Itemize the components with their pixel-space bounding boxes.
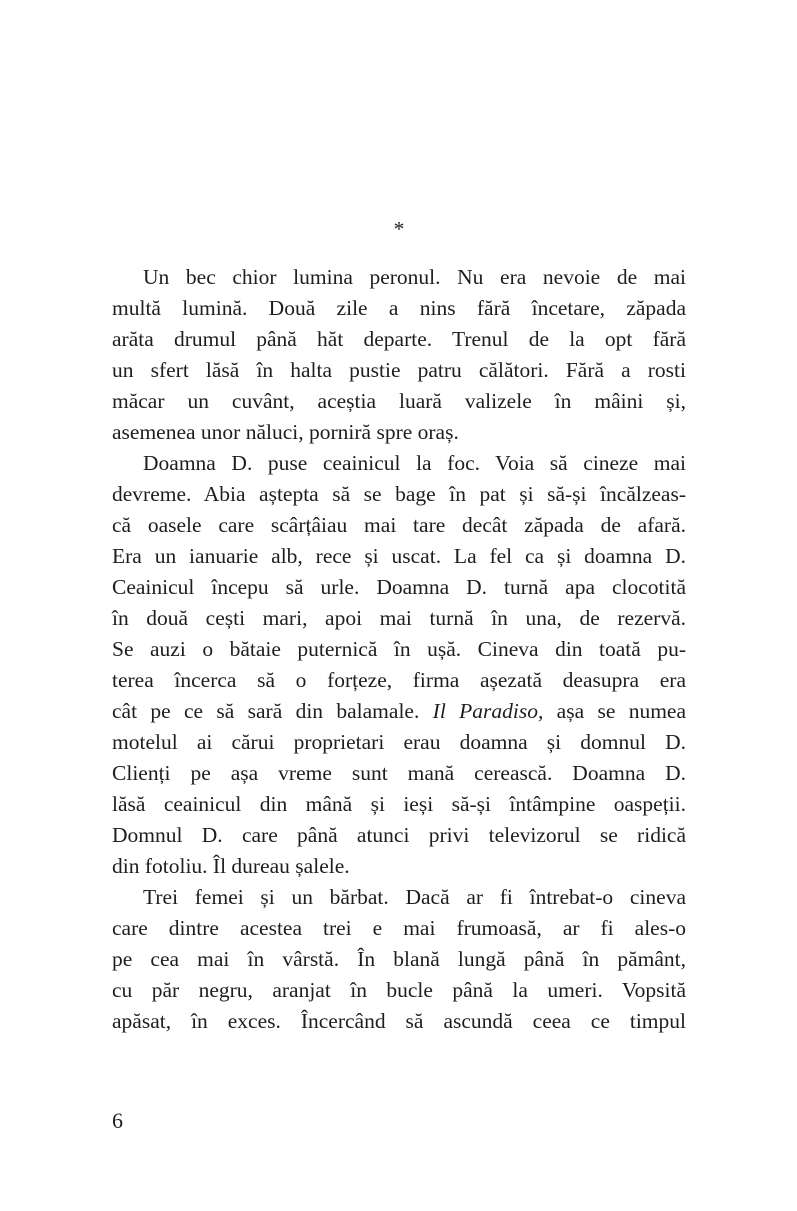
text-line [112,603,686,634]
text-segment: Era un ianuarie alb, rece și uscat. La fel ca și doamna D. [112,544,686,568]
paragraph [112,448,686,882]
text-segment: în două cești mari, apoi mai turnă în una, de rezervă. [112,606,686,630]
text-segment: cu păr negru, aranjat în bucle până la umeri. Vopsită [112,978,686,1002]
text-segment: care dintre acestea trei e mai frumoasă, ar fi ales-o [112,916,686,940]
text-segment: motelul ai cărui proprietari erau doamna și domnul D. [112,730,686,754]
text-line [112,572,686,603]
body-text [112,262,686,1037]
text-segment: cât pe ce să sară din balamale. [112,699,433,723]
paragraph [112,262,686,448]
text-line [112,541,686,572]
text-segment: asemenea unor năluci, porniră spre oraș. [112,420,459,444]
text-segment: lăsă ceainicul din mână și ieși să-și întâmpine oaspeții. [112,792,686,816]
page-number: 6 [112,1108,123,1133]
text-line [112,386,686,417]
text-line [112,882,686,913]
text-line [112,262,686,293]
text-line [112,820,686,851]
text-line [112,448,686,479]
text-segment: pe cea mai în vârstă. În blană lungă până în pământ, [112,947,686,971]
text-line [112,1006,686,1037]
text-line [112,665,686,696]
text-line [112,851,686,882]
text-line [112,634,686,665]
text-segment: terea încerca să o forțeze, firma așezată deasupra era [112,668,686,692]
text-line [112,355,686,386]
text-segment: Trei femei și un bărbat. Dacă ar fi întrebat-o cineva [143,885,686,909]
text-segment: un sfert lăsă în halta pustie patru călători. Fără a rosti [112,358,686,382]
text-segment: Doamna D. puse ceainicul la foc. Voia să cineze mai [143,451,686,475]
text-line [112,944,686,975]
text-segment: Clienți pe așa vreme sunt mană cerească. Doamna D. [112,761,686,785]
text-line [112,696,686,727]
text-segment: Domnul D. care până atunci privi televizorul se ridică [112,823,686,847]
text-line [112,479,686,510]
text-line [112,727,686,758]
text-line [112,417,686,448]
paragraph [112,882,686,1037]
text-line [112,510,686,541]
section-divider: * [393,217,405,241]
text-segment: Un bec chior lumina peronul. Nu era nevoie de mai [143,265,686,289]
text-segment: devreme. Abia aștepta să se bage în pat și să-și încălzeas- [112,482,686,506]
text-segment: arăta drumul până hăt departe. Trenul de la opt fără [112,327,686,351]
text-line [112,293,686,324]
text-segment: multă lumină. Două zile a nins fără încetare, zăpada [112,296,686,320]
italic-text: Il Paradiso [432,699,538,723]
text-segment: apăsat, în exces. Încercând să ascundă ceea ce timpul [112,1009,686,1033]
text-segment: Ceainicul începu să urle. Doamna D. turnă apa clocotită [112,575,686,599]
text-segment: că oasele care scârțâiau mai tare decât zăpada de afară. [112,513,686,537]
text-segment: din fotoliu. Îl dureau șalele. [112,854,350,878]
text-line [112,789,686,820]
text-segment: Se auzi o bătaie puternică în ușă. Cineva din toată pu- [112,637,686,661]
text-line [112,758,686,789]
text-line [112,975,686,1006]
text-line [112,324,686,355]
text-segment: , așa se numea [537,699,687,723]
text-line [112,913,686,944]
text-segment: măcar un cuvânt, aceștia luară valizele în mâini și, [112,389,686,413]
